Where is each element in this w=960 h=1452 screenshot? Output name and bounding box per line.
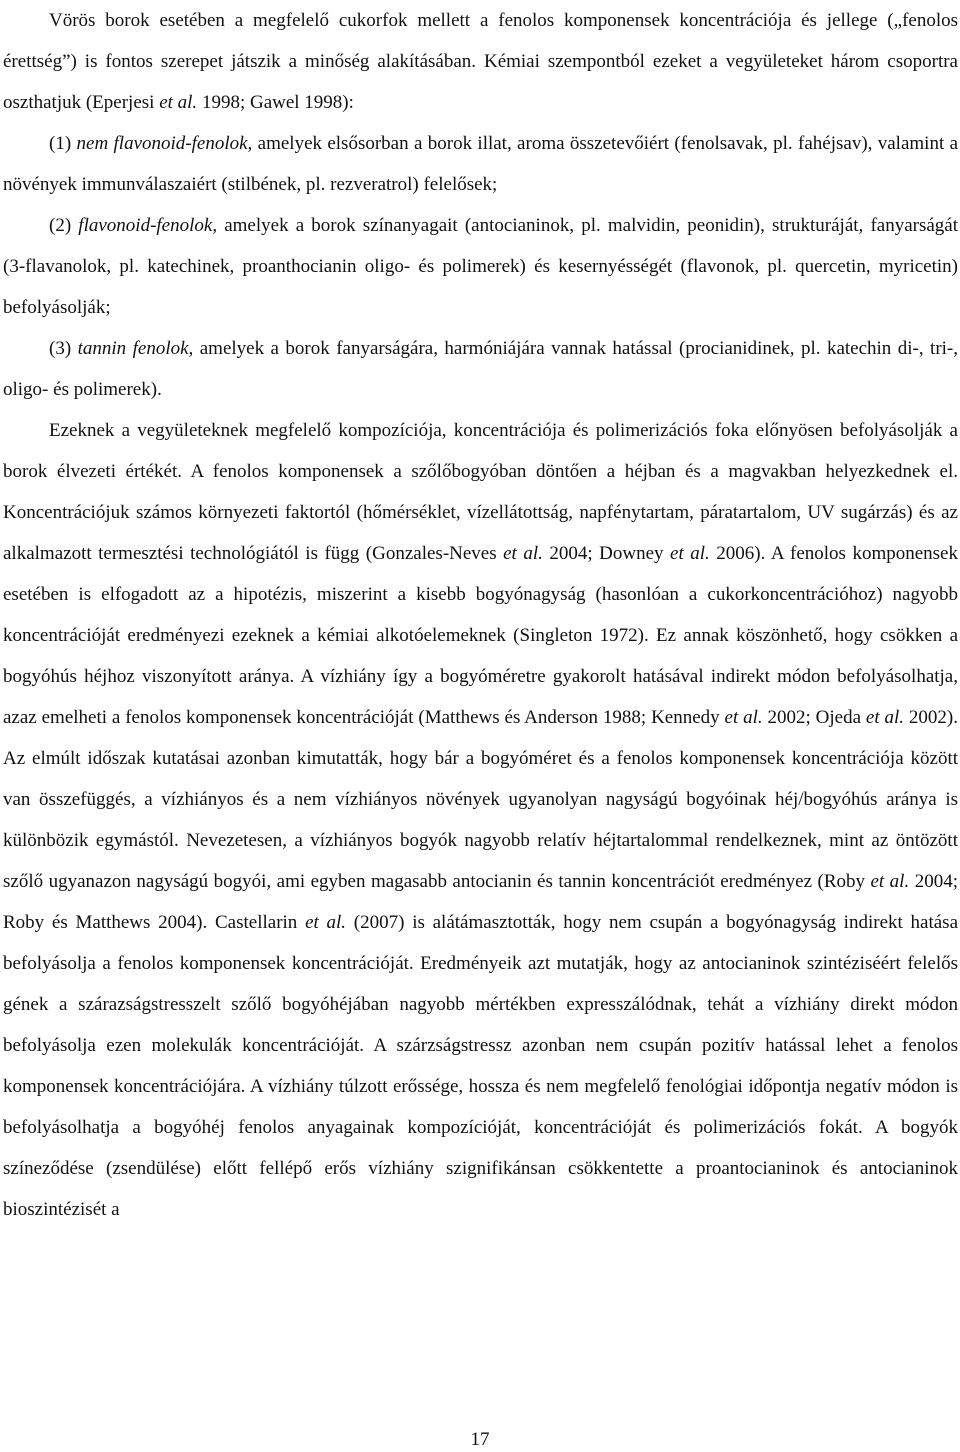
list-item-term: tannin fenolok, [77,338,194,359]
list-item-3 [3,328,958,410]
paragraph-text: 2004; Downey [542,543,671,564]
list-item-1 [3,123,958,205]
citation-etal: et al. [865,707,905,728]
list-item-number: (3) [49,338,78,359]
paragraph-text: 2002). Az elmúlt időszak kutatásai azonban kimutatták, hogy bár a bogyóméret és a fenolos komponensek koncentrációja között van összefüggés, a vízhiányos és a nem vízhiányos növények ugyanolyan nagyságú bogyóinak héj/bogyóhús aránya is különbözik egymástól. Nevezetesen, a vízhiányos bogyók nagyobb relatív héjtartalommal rendelkeznek, mint az öntözött szőlő ugyanazon nagyságú bogyói, ami egyben magasabb antocianin és tannin koncentrációt eredményez (Roby [3,707,958,892]
list-item-term: nem flavonoid-fenolok, [76,133,253,154]
list-item-number: (2) [49,215,79,236]
main-paragraph [3,410,958,1230]
citation-etal: et al. [870,871,910,892]
body-text [3,0,958,1230]
paragraph-text: Ezeknek a vegyületeknek megfelelő kompozíciója, koncentrációja és polimerizációs foka előnyösen befolyásolják a borok élvezeti értékét. A fenolos komponensek a szőlőbogyóban döntően a héjban és a magvakban helyezkednek el. Koncentrációjuk számos környezeti faktortól (hőmérséklet, vízellátottság, napfénytartam, páratartalom, UV sugárzás) és az alkalmazott termesztési technológiától is függ (Gonzales-Neves [3,420,958,564]
list-item-text: , amelyek a borok színanyagait (antocianinok, pl. malvidin, peonidin), strukturáját, fanyarságát (3-flavanolok, pl. katechinek, proanthocianin oligo- és polimerek) és kesernyésségét (flavonok, pl. quercetin, myricetin) befolyásolják; [3,215,958,318]
list-item-number: (1) [49,133,77,154]
citation-etal: et al. [503,543,543,564]
paragraph-text: 2002; Ojeda [762,707,866,728]
list-item-text: amelyek elsősorban a borok illat, aroma összetevőiért (fenolsavak, pl. fahéjsav), valamint a növények immunválaszaiért (stilbének, pl. rezveratrol) felelősek; [3,133,959,195]
citation-etal: et al. [670,543,710,564]
intro-text-end: 1998; Gawel 1998): [197,92,354,113]
intro-paragraph [3,0,958,123]
intro-text: Vörös borok esetében a megfelelő cukorfok mellett a fenolos komponensek koncentrációja és jellege („fenolos érettség”) is fontos szerepet játszik a minőség alakításában. Kémiai szempontból ezeket a vegyületeket három csoportra oszthatjuk (Eperjesi [3,10,958,113]
citation-etal: et al. [305,912,347,933]
paragraph-text: (2007) is alátámasztották, hogy nem csupán a bogyónagyság indirekt hatása befolyásolja a fenolos komponensek koncentrációját. Eredményeik azt mutatják, hogy az antocianinok szintéziséért felelős gének a szárazságstresszelt szőlő bogyóhéjában nagyobb mértékben expresszálódnak, tehát a vízhiány direkt módon befolyásolja ezen molekulák koncentrációját. A szárzságstressz azonban nem csupán pozitív hatással lehet a fenolos komponensek koncentrációjára. A vízhiány túlzott erőssége, hossza és nem megfelelő fenológiai időpontja negatív módon is befolyásolhatja a bogyóhéj fenolos anyagainak kompozícióját, koncentrációját és polimerizációs fokát. A bogyók színeződése (zsendülése) előtt fellépő erős vízhiány szignifikánsan csökkentette a proantocianinok és antocianinok bioszintézisét a [3,912,959,1220]
intro-citation-etal: et al. [159,92,198,113]
page-number: 17 [470,1429,490,1450]
paragraph-text: 2006). A fenolos komponensek esetében is elfogadott az a hipotézis, miszerint a kisebb bogyónagyság (hasonlóan a cukorkoncentrációhoz) nagyobb koncentrációját eredményezi ezeknek a kémiai alkotóelemeknek (Singleton 1972). Ez annak köszönhető, hogy csökken a bogyóhús héjhoz viszonyított aránya. A vízhiány így a bogyóméretre gyakorolt hatásával indirekt módon befolyásolhatja, azaz emelheti a fenolos komponensek koncentrációját (Matthews és Anderson 1988; Kennedy [3,543,958,728]
list-item-2 [3,205,958,328]
citation-etal: et al. [724,707,763,728]
list-item-text: amelyek a borok fanyarságára, harmóniájára vannak hatással (procianidinek, pl. katechin di-, tri-, oligo- és polimerek). [3,338,959,400]
list-item-term: flavonoid-fenolok [78,215,213,236]
paragraph-text: 2004; Roby és Matthews 2004). Castellarin [3,871,958,933]
